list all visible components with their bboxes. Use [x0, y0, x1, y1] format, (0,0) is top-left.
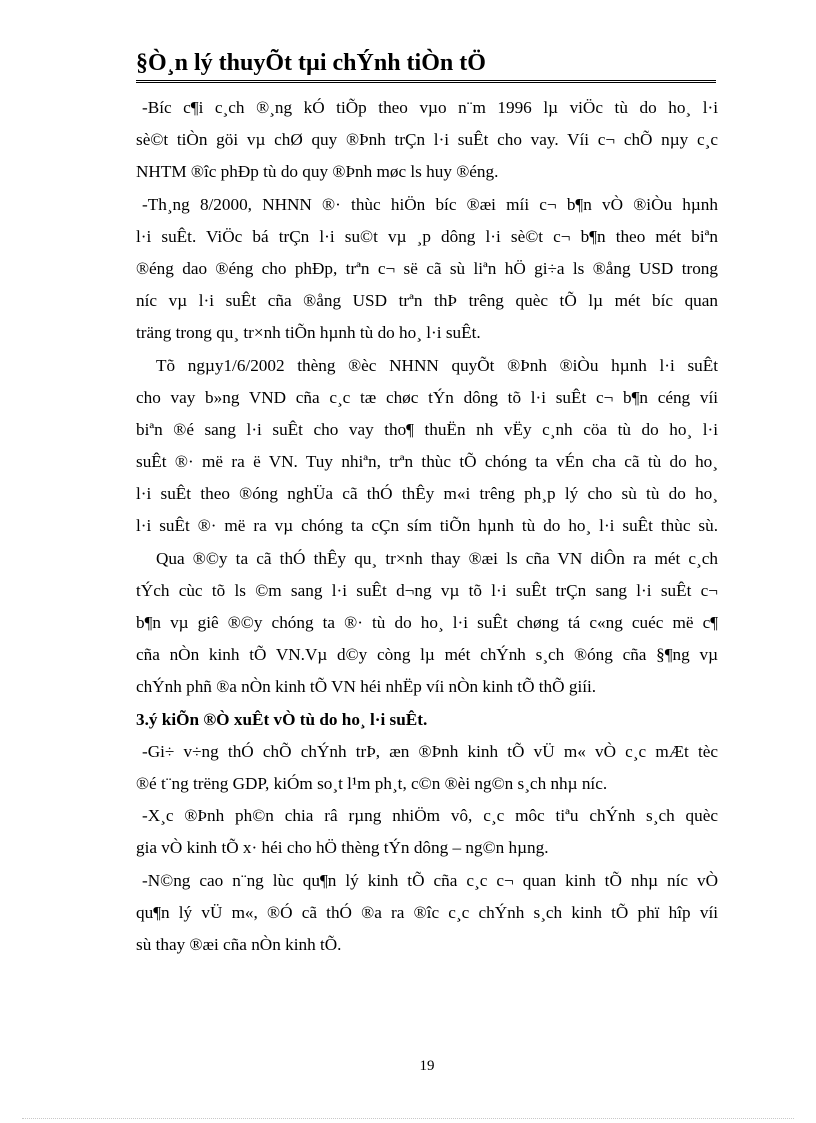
- subheading: [136, 704, 718, 736]
- document-body: [136, 92, 718, 961]
- text-line: träng trong qu¸ tr×nh tiÕn hµnh tù do ho¸ l·i suÊt.: [136, 323, 481, 343]
- text-line: tÝch cùc tõ ls ©m sang l·i suÊt d¬ng vµ tõ l·i suÊt trÇn sang l·i suÊt c¬: [136, 580, 718, 600]
- text-line: chÝnh phñ ®a nÒn kinh tÕ VN héi nhËp víi nÒn kinh tÕ thÕ giíi.: [136, 677, 597, 697]
- text-line: NHTM ®îc phÐp tù do quy ®Þnh møc ls huy ®éng.: [136, 162, 499, 182]
- page-bottom-divider: [22, 1118, 794, 1119]
- text-line: ®é t¨ng trëng GDP, kiÓm so¸t l¹m ph¸t, c©n ®èi ng©n s¸ch nhµ níc.: [136, 773, 608, 793]
- text-line: gia vÒ kinh tÕ x· héi cho hÖ thèng tÝn dông – ng©n hµng.: [136, 838, 549, 858]
- text-line: ®éng dao ®éng cho phÐp, trªn c¬ së cã sù liªn hÖ gi÷a ls ®ång USD trong: [136, 258, 718, 278]
- text-line: b¶n vµ giê ®©y chóng ta ®· tù do ho¸ l·i suÊt chøng tá c«ng cuéc më c¶: [136, 613, 718, 632]
- paragraph: [136, 92, 718, 189]
- text-line: -X¸c ®Þnh ph©n chia râ rµng nhiÖm vô, c¸c môc tiªu chÝnh s¸ch quèc: [142, 806, 718, 826]
- text-line: -Th¸ng 8/2000, NHNN ®· thùc hiÖn bíc ®æi míi c¬ b¶n vÒ ®iÒu hµnh: [142, 194, 718, 214]
- text-line: suÊt ®· më ra ë VN. Tuy nhiªn, trªn thùc tÕ chóng ta vÉn cha cã tù do ho¸: [136, 452, 718, 472]
- paragraph: [136, 800, 718, 864]
- text-line: biªn ®é sang l·i suÊt cho vay tho¶ thuËn nh vËy c¸nh cöa tù do ho¸ l·i: [136, 419, 718, 439]
- page-number: 19: [419, 1058, 435, 1074]
- text-line: níc vµ l·i suÊt cña ®ång USD trªn thÞ trêng quèc tÕ lµ mét bíc quan: [136, 291, 718, 311]
- paragraph: [136, 189, 718, 350]
- text-line: l·i suÊt theo ®óng nghÜa cã thÓ thÊy m«i trêng ph¸p lý cho sù tù do ho¸: [136, 484, 718, 504]
- paragraph: [136, 350, 718, 543]
- text-line: Qua ®©y ta cã thÓ thÊy qu¸ tr×nh thay ®æi ls cña VN diÔn ra mét c¸ch: [156, 548, 718, 568]
- text-line: l·i suÊt ®· më ra vµ chóng ta cÇn sím tiÕn hµnh tù do ho¸ l·i suÊt thùc sù.: [136, 516, 718, 536]
- paragraph: [136, 865, 718, 962]
- paragraph: [136, 543, 718, 704]
- text-line: -N©ng cao n¨ng lùc qu¶n lý kinh tÕ cña c¸c c¬ quan kinh tÕ nhµ níc vÒ: [142, 870, 718, 890]
- text-line: -Gi÷ v÷ng thÓ chÕ chÝnh trÞ, æn ®Þnh kinh tÕ vÜ m« vÒ c¸c mÆt tèc: [142, 741, 718, 761]
- section-heading: [136, 48, 716, 83]
- text-line: cho vay b»ng VND cña c¸c tæ chøc tÝn dông tõ l·i suÊt c¬ b¶n céng víi: [136, 387, 718, 407]
- text-line: cña nÒn kinh tÕ VN.Vµ d©y còng lµ mét chÝnh s¸ch ®óng cña §¶ng vµ: [136, 645, 718, 665]
- text-line: sù thay ®æi cña nÒn kinh tÕ.: [136, 934, 342, 954]
- text-line: qu¶n lý vÜ m«, ®Ó cã thÓ ®a ra ®îc c¸c chÝnh s¸ch kinh tÕ phï hîp víi: [136, 902, 718, 922]
- subheading-text: 3.ý kiÕn ®Ò xuÊt vÒ tù do ho¸ l·i suÊt.: [136, 709, 428, 729]
- paragraph: [136, 736, 718, 800]
- text-line: Tõ ngµy1/6/2002 thèng ®èc NHNN quyÕt ®Þnh ®iÒu hµnh l·i suÊt: [156, 355, 718, 375]
- text-line: -Bíc c¶i c¸ch ®¸ng kÓ tiÕp theo vµo n¨m 1996 lµ viÖc tù do ho¸ l·i: [142, 98, 718, 117]
- section-heading-text: §Ò¸n lý thuyÕt tµi chÝnh tiÒn tÖ: [136, 50, 486, 76]
- text-line: l·i suÊt. ViÖc bá trÇn l·i su©t vµ ¸p dông l·i sè©t c¬ b¶n theo mét biªn: [136, 226, 718, 246]
- text-line: sè©t tiÒn göi vµ chØ quy ®Þnh trÇn l·i suÊt cho vay. Víi c¬ chÕ nµy c¸c: [136, 130, 718, 150]
